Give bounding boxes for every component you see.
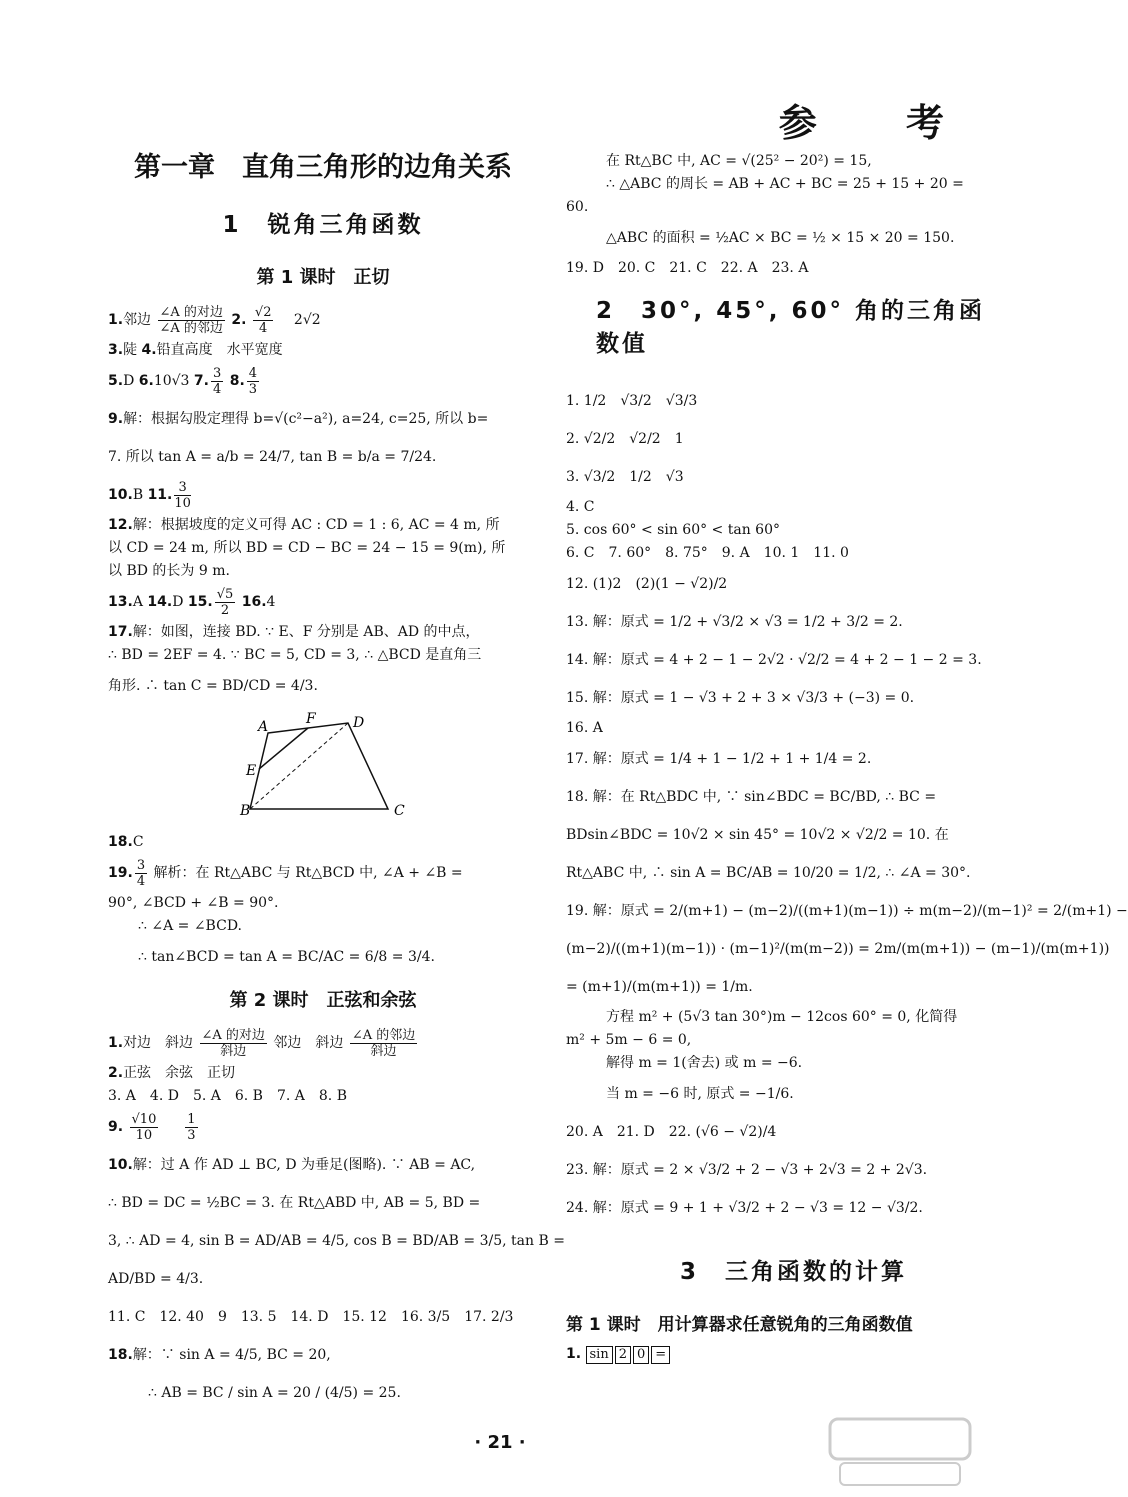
answer-line: Rt△ABC 中, ∴ sin A = BC/AB = 10/20 = 1/2, ∴ ∠A = 30°. bbox=[566, 865, 971, 881]
answer-line: ∴ ∠A = ∠BCD. bbox=[138, 918, 242, 934]
answer-line: ∴ BD = DC = ½BC = 3. 在 Rt△ABD 中, AB = 5, BD = bbox=[108, 1195, 481, 1211]
answer-line: 1. 1/2 √3/2 √3/3 bbox=[566, 393, 698, 409]
answer-line: 以 CD = 24 m, 所以 BD = CD − BC = 24 − 15 = 9(m), 所 bbox=[108, 540, 506, 556]
answer-line: ∴ BD = 2EF = 4. ∵ BC = 5, CD = 3, ∴ △BCD 是直角三 bbox=[108, 647, 482, 663]
answer-line: 7. 所以 tan A = a/b = 24/7, tan B = b/a = 7/24. bbox=[108, 449, 437, 465]
answer-line: 角形. ∴ tan C = BD/CD = 4/3. bbox=[108, 678, 318, 694]
answer-line: 14. 解：原式 = 4 + 2 − 1 − 2√2 · √2/2 = 4 + 2 − 1 − 2 = 3. bbox=[566, 652, 982, 668]
answer-line: 3, ∴ AD = 4, sin B = AD/AB = 4/5, cos B = BD/AB = 3/5, tan B = bbox=[108, 1233, 565, 1249]
lesson-2-title: 第 2 课时 正弦和余弦 bbox=[229, 990, 417, 1011]
left-column bbox=[108, 140, 565, 1412]
answer-line: 18.解：∵ sin A = 4/5, BC = 20, bbox=[108, 1347, 331, 1363]
answer-line: 90°, ∠BCD + ∠B = 90°. bbox=[108, 895, 279, 911]
answer-line: 18.C bbox=[108, 834, 144, 850]
answer-line: 5.D 6.10√3 7. $\frac{3}{4}$ 8. $\frac{4}{3}$ bbox=[108, 365, 258, 397]
fraction: $\frac{\text{∠A 的邻边}}{\text{斜边}}$ bbox=[351, 1027, 416, 1059]
answer-line: 24. 解：原式 = 9 + 1 + √3/2 + 2 − √3 = 12 − √3/2. bbox=[566, 1200, 923, 1216]
answer-line: 1.邻边 $\frac{\text{∠A 的对边}}{\text{∠A 的邻边}}$ 2. $\frac{√2}{4}$ 2√2 bbox=[108, 304, 321, 336]
answer-line: 3. √3/2 1/2 √3 bbox=[566, 469, 684, 485]
label-e: E bbox=[246, 763, 257, 779]
label-a: A bbox=[258, 719, 269, 735]
answer-line: 1.对边 斜边 $\frac{\text{∠A 的对边}}{\text{斜边}}$ 邻边 斜边 $\frac{\text{∠A 的邻边}}{\text{斜边}}$ bbox=[108, 1027, 416, 1059]
calculator-key: 2 bbox=[615, 1346, 631, 1364]
answer-line: 60. bbox=[566, 199, 589, 215]
fraction: $\frac{4}{3}$ bbox=[248, 365, 258, 397]
answer-line: 2.正弦 余弦 正切 bbox=[108, 1065, 236, 1081]
fraction: $\frac{√2}{4}$ bbox=[254, 304, 272, 336]
fraction: $\frac{3}{4}$ bbox=[136, 857, 146, 889]
answer-line: 9.解：根据勾股定理得 b=√(c²−a²), a=24, c=25, 所以 b= bbox=[108, 411, 489, 427]
answer-line: 17.解：如图，连接 BD. ∵ E、F 分别是 AB、AD 的中点， bbox=[108, 624, 480, 640]
section-2-title: 2 30°, 45°, 60° 角的三角函数值 bbox=[596, 298, 986, 357]
fraction: $\frac{3}{10}$ bbox=[174, 479, 191, 511]
answer-line: 12.解：根据坡度的定义可得 AC : CD = 1 : 6, AC = 4 m, 所 bbox=[108, 517, 500, 533]
answer-line: ∴ tan∠BCD = tan A = BC/AC = 6/8 = 3/4. bbox=[138, 949, 435, 965]
answer-line: 当 m = −6 时, 原式 = −1/6. bbox=[606, 1086, 794, 1102]
answer-line: 解得 m = 1(舍去) 或 m = −6. bbox=[606, 1055, 803, 1071]
answer-line: 15. 解：原式 = 1 − √3 + 2 + 3 × √3/3 + (−3) = 0. bbox=[566, 690, 915, 706]
answer-line: 9. $\frac{√10}{10}$ $\frac{1}{3}$ bbox=[108, 1111, 196, 1143]
answer-line: 2. √2/2 √2/2 1 bbox=[566, 431, 684, 447]
fraction: $\frac{√5}{2}$ bbox=[216, 586, 234, 618]
answer-line: 11. C 12. 40 9 13. 5 14. D 15. 12 16. 3/5 17. 2/3 bbox=[108, 1309, 514, 1325]
answer-line: 5. cos 60° < sin 60° < tan 60° bbox=[566, 522, 780, 538]
answer-line: AD/BD = 4/3. bbox=[108, 1271, 204, 1287]
page-header-title: 参 考 bbox=[778, 100, 982, 145]
answer-line: 6. C 7. 60° 8. 75° 9. A 10. 1 11. 0 bbox=[566, 545, 849, 561]
answer-line: ∴ AB = BC / sin A = 20 / (4/5) = 25. bbox=[148, 1385, 401, 1401]
page-number: · 21 · bbox=[474, 1432, 526, 1453]
answer-line: 4. C bbox=[566, 499, 595, 515]
fraction: $\frac{3}{4}$ bbox=[212, 365, 222, 397]
quadrilateral-figure bbox=[238, 711, 418, 821]
fraction: $\frac{\text{∠A 的对边}}{\text{斜边}}$ bbox=[201, 1027, 265, 1059]
answer-line: BDsin∠BDC = 10√2 × sin 45° = 10√2 × √2/2 = 10. 在 bbox=[566, 827, 949, 843]
calculator-key: = bbox=[651, 1346, 670, 1364]
answer-line: ∴ △ABC 的周长 = AB + AC + BC = 25 + 15 + 20 = bbox=[606, 176, 964, 192]
section-3-title: 3 三角函数的计算 bbox=[679, 1259, 907, 1285]
answer-line: △ABC 的面积 = ½AC × BC = ½ × 15 × 20 = 150. bbox=[606, 230, 955, 246]
answer-line: 1. sin 2 0 = bbox=[566, 1343, 991, 1366]
answer-line: 18. 解：在 Rt△BDC 中, ∵ sin∠BDC = BC/BD, ∴ BC = bbox=[566, 789, 937, 805]
section-3-lesson-title: 第 1 课时 用计算器求任意锐角的三角函数值 bbox=[566, 1315, 913, 1335]
answer-line: 23. 解：原式 = 2 × √3/2 + 2 − √3 + 2√3 = 2 + 2√3. bbox=[566, 1162, 928, 1178]
label-f: F bbox=[306, 711, 316, 727]
label-b: B bbox=[240, 803, 251, 819]
fraction: $\frac{\text{∠A 的对边}}{\text{∠A 的邻边}}$ bbox=[159, 304, 223, 336]
answer-line: 以 BD 的长为 9 m. bbox=[108, 563, 230, 579]
answer-line: 3.陡 4.铅直高度 水平宽度 bbox=[108, 342, 283, 358]
watermark-logo-icon bbox=[820, 1411, 980, 1491]
answer-line: 16. A bbox=[566, 720, 603, 736]
answer-line: 13.A 14.D 15. $\frac{√5}{2}$ 16.4 bbox=[108, 586, 276, 618]
chapter-title: 第一章 直角三角形的边角关系 bbox=[134, 152, 512, 183]
answer-line: 3. A 4. D 5. A 6. B 7. A 8. B bbox=[108, 1088, 347, 1104]
answer-line: 19. $\frac{3}{4}$ 解析：在 Rt△ABC 与 Rt△BCD 中, ∠A + ∠B = bbox=[108, 857, 463, 889]
calculator-key: sin bbox=[586, 1346, 613, 1364]
answer-line: 10.B 11. $\frac{3}{10}$ bbox=[108, 479, 191, 511]
answer-line: 13. 解：原式 = 1/2 + √3/2 × √3 = 1/2 + 3/2 = 2. bbox=[566, 614, 903, 630]
answer-line: 19. D 20. C 21. C 22. A 23. A bbox=[566, 260, 809, 276]
fraction: $\frac{1}{3}$ bbox=[187, 1111, 196, 1143]
answer-line: 19. 解：原式 = 2/(m+1) − (m−2)/((m+1)(m−1)) ÷ m(m−2)/(m−1)² = 2/(m+1) − bbox=[566, 903, 1128, 919]
calculator-key: 0 bbox=[633, 1346, 649, 1364]
answer-line: 20. A 21. D 22. (√6 − √2)/4 bbox=[566, 1124, 777, 1140]
answer-line: 在 Rt△BC 中, AC = √(25² − 20²) = 15, bbox=[606, 153, 872, 169]
answer-line: = (m+1)/(m(m+1)) = 1/m. bbox=[566, 979, 753, 995]
answer-line: m² + 5m − 6 = 0, bbox=[566, 1032, 692, 1048]
answer-line: (m−2)/((m+1)(m−1)) · (m−1)²/(m(m−2)) = 2m/(m(m+1)) − (m−1)/(m(m+1)) bbox=[566, 941, 1110, 957]
answer-line: 12. (1)2 (2)(1 − √2)/2 bbox=[566, 576, 728, 592]
fraction: $\frac{√10}{10}$ bbox=[131, 1111, 157, 1143]
label-c: C bbox=[394, 803, 405, 819]
answer-line: 10.解：过 A 作 AD ⊥ BC, D 为垂足(图略). ∵ AB = AC, bbox=[108, 1157, 476, 1173]
label-d: D bbox=[353, 715, 365, 731]
lesson-1-title: 第 1 课时 正切 bbox=[256, 267, 390, 288]
right-column bbox=[566, 150, 1128, 1366]
answer-line: 17. 解：原式 = 1/4 + 1 − 1/2 + 1 + 1/4 = 2. bbox=[566, 751, 872, 767]
section-1-title: 1 锐角三角函数 bbox=[222, 212, 424, 238]
answer-line: 方程 m² + (5√3 tan 30°)m − 12cos 60° = 0, 化简得 bbox=[606, 1009, 958, 1025]
